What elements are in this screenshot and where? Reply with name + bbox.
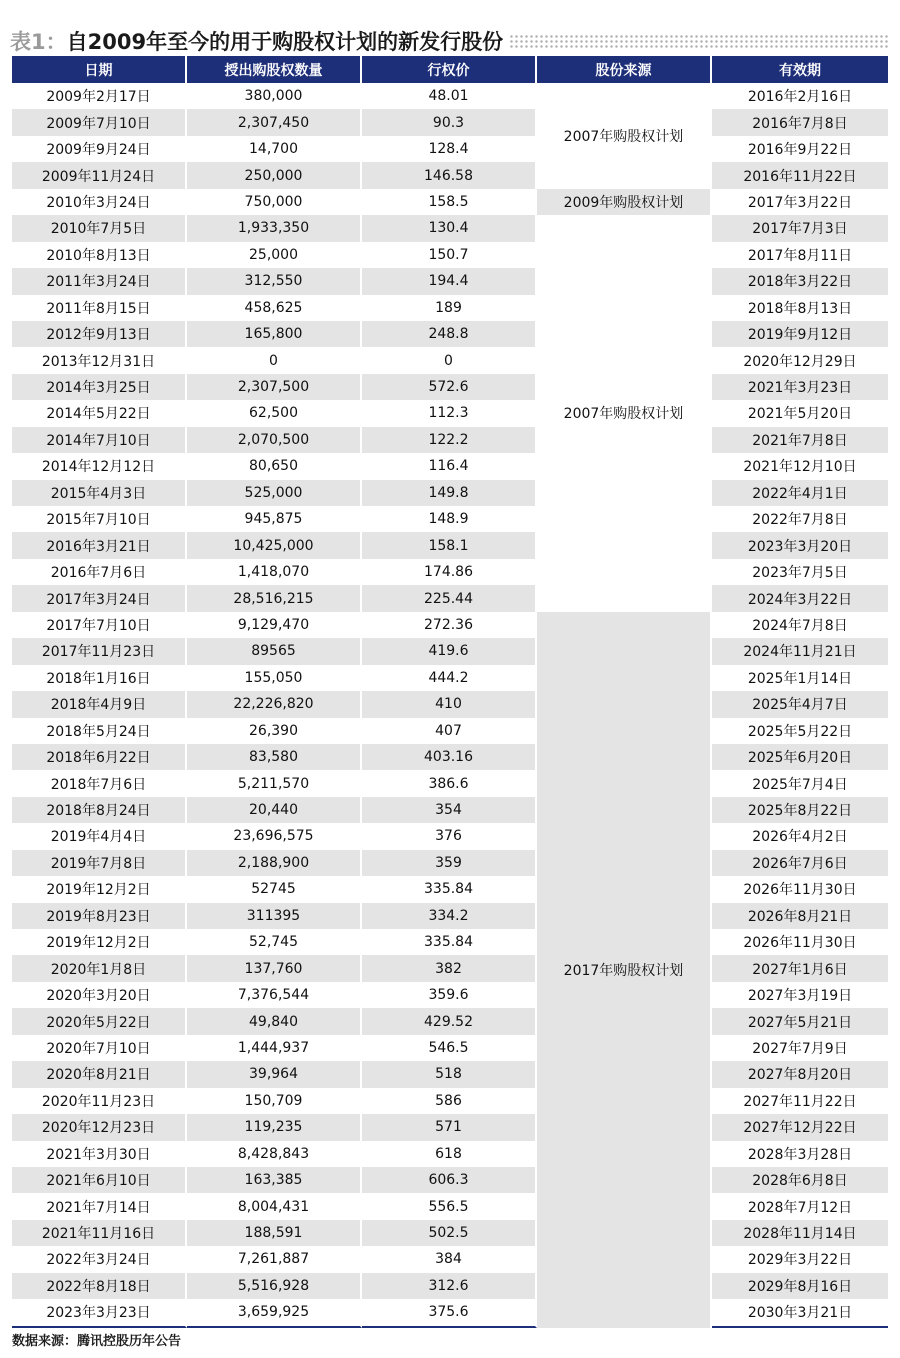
cell-date: 2018年4月9日 <box>12 691 187 717</box>
cell-exercise-price: 122.2 <box>362 427 537 453</box>
cell-date: 2019年7月8日 <box>12 850 187 876</box>
cell-share-source: 2017年购股权计划 <box>537 612 712 1328</box>
cell-exercise-price: 225.44 <box>362 585 537 611</box>
cell-date: 2020年8月21日 <box>12 1061 187 1087</box>
cell-granted-quantity: 10,425,000 <box>187 532 362 558</box>
cell-validity: 2030年3月21日 <box>712 1299 888 1327</box>
table-row <box>12 1299 888 1327</box>
cell-date: 2018年7月6日 <box>12 770 187 796</box>
cell-date: 2014年12月12日 <box>12 453 187 479</box>
cell-validity: 2027年3月19日 <box>747 988 853 1005</box>
cell-exercise-price: 382 <box>362 955 537 981</box>
cell-date: 2011年8月15日 <box>12 295 187 321</box>
cell-date: 2018年8月24日 <box>12 797 187 823</box>
table-row <box>12 1114 888 1140</box>
cell-validity: 2021年3月23日 <box>712 374 888 400</box>
cell-date: 2021年7月14日 <box>12 1193 187 1219</box>
cell-exercise-price: 174.86 <box>362 559 537 585</box>
cell-exercise-price: 194.4 <box>362 268 537 294</box>
cell-exercise-price: 410 <box>362 691 537 717</box>
cell-validity: 2021年12月10日 <box>743 459 857 476</box>
table-row <box>12 347 888 373</box>
title-dotted-rule <box>509 34 888 48</box>
cell-date: 2009年7月10日 <box>12 109 187 135</box>
cell-granted-quantity: 8,004,431 <box>187 1193 362 1219</box>
cell-validity: 2027年11月22日 <box>743 1093 857 1110</box>
table-row <box>12 1193 888 1219</box>
cell-validity: 2027年8月20日 <box>712 1061 888 1087</box>
cell-exercise-price: 150.7 <box>362 242 537 268</box>
cell-exercise-price: 546.5 <box>362 1035 537 1061</box>
cell-validity: 2025年7月4日 <box>752 776 848 793</box>
cell-exercise-price: 407 <box>362 718 537 744</box>
cell-granted-quantity: 2,070,500 <box>187 427 362 453</box>
header-share-source: 股份来源 <box>537 56 712 83</box>
cell-granted-quantity: 525,000 <box>187 480 362 506</box>
cell-date: 2009年9月24日 <box>12 136 187 162</box>
cell-granted-quantity: 20,440 <box>187 797 362 823</box>
cell-date: 2020年5月22日 <box>12 1008 187 1034</box>
cell-validity: 2017年8月11日 <box>747 247 853 264</box>
cell-validity: 2018年3月22日 <box>712 268 888 294</box>
cell-granted-quantity: 39,964 <box>187 1061 362 1087</box>
cell-granted-quantity: 28,516,215 <box>187 585 362 611</box>
table-row <box>12 638 888 664</box>
cell-granted-quantity: 49,840 <box>187 1008 362 1034</box>
cell-validity: 2026年8月21日 <box>712 903 888 929</box>
cell-date: 2017年7月10日 <box>12 612 187 638</box>
table-row <box>12 480 888 506</box>
table-row <box>12 506 888 532</box>
table-row <box>12 876 888 902</box>
cell-exercise-price: 444.2 <box>362 665 537 691</box>
cell-date: 2013年12月31日 <box>12 347 187 373</box>
header-granted-quantity: 授出购股权数量 <box>187 56 362 83</box>
source-note: 数据来源：腾讯控股历年公告 <box>12 1334 182 1349</box>
table-row <box>12 982 888 1008</box>
table-row <box>12 850 888 876</box>
cell-date: 2016年7月6日 <box>12 559 187 585</box>
cell-exercise-price: 48.01 <box>362 83 537 109</box>
table-row <box>12 1088 888 1114</box>
table-row <box>12 744 888 770</box>
cell-date: 2012年9月13日 <box>12 321 187 347</box>
cell-exercise-price: 359 <box>362 850 537 876</box>
cell-validity: 2028年3月28日 <box>747 1146 853 1163</box>
cell-exercise-price: 312.6 <box>362 1273 537 1299</box>
cell-exercise-price: 335.84 <box>362 929 537 955</box>
cell-exercise-price: 354 <box>362 797 537 823</box>
cell-granted-quantity: 83,580 <box>187 744 362 770</box>
table-row <box>12 1008 888 1034</box>
cell-exercise-price: 518 <box>362 1061 537 1087</box>
cell-date: 2020年3月20日 <box>12 982 187 1008</box>
cell-validity: 2026年4月2日 <box>752 829 848 846</box>
cell-date: 2020年12月23日 <box>12 1114 187 1140</box>
cell-granted-quantity: 119,235 <box>187 1114 362 1140</box>
cell-validity: 2019年9月12日 <box>712 321 888 347</box>
table-row <box>12 1061 888 1087</box>
cell-date: 2014年3月25日 <box>12 374 187 400</box>
table-row <box>12 242 888 268</box>
cell-validity: 2020年12月29日 <box>743 353 857 370</box>
cell-granted-quantity: 25,000 <box>187 242 362 268</box>
cell-validity: 2025年1月14日 <box>747 670 853 687</box>
cell-validity: 2016年7月8日 <box>712 109 888 135</box>
cell-granted-quantity: 188,591 <box>187 1220 362 1246</box>
table-row <box>12 400 888 426</box>
cell-validity: 2021年7月8日 <box>712 427 888 453</box>
cell-granted-quantity: 1,418,070 <box>187 559 362 585</box>
table-row <box>12 823 888 849</box>
cell-exercise-price: 429.52 <box>362 1008 537 1034</box>
cell-date: 2016年3月21日 <box>12 532 187 558</box>
table-row <box>12 585 888 611</box>
cell-granted-quantity: 7,261,887 <box>187 1246 362 1272</box>
table-row <box>12 295 888 321</box>
header-validity: 有效期 <box>712 56 888 83</box>
cell-exercise-price: 189 <box>362 295 537 321</box>
cell-granted-quantity: 7,376,544 <box>187 982 362 1008</box>
cell-date: 2018年6月22日 <box>12 744 187 770</box>
table-row <box>12 321 888 347</box>
cell-exercise-price: 335.84 <box>362 876 537 902</box>
cell-exercise-price: 375.6 <box>362 1299 537 1327</box>
table-title <box>10 26 888 56</box>
table-row <box>12 770 888 796</box>
cell-validity: 2024年11月21日 <box>712 638 888 664</box>
cell-date: 2009年2月17日 <box>12 83 187 109</box>
table-row <box>12 718 888 744</box>
cell-date: 2018年5月24日 <box>12 718 187 744</box>
cell-granted-quantity: 52745 <box>187 876 362 902</box>
cell-granted-quantity: 14,700 <box>187 136 362 162</box>
cell-granted-quantity: 2,188,900 <box>187 850 362 876</box>
table-row <box>12 427 888 453</box>
table-row <box>12 797 888 823</box>
cell-date: 2021年6月10日 <box>12 1167 187 1193</box>
cell-granted-quantity: 89565 <box>187 638 362 664</box>
table-row <box>12 215 888 241</box>
cell-exercise-price: 586 <box>362 1088 537 1114</box>
cell-validity: 2027年12月22日 <box>712 1114 888 1140</box>
cell-validity: 2016年11月22日 <box>712 162 888 188</box>
cell-granted-quantity: 80,650 <box>187 453 362 479</box>
table-row <box>12 1273 888 1299</box>
title-text: 自2009年至今的用于购股权计划的新发行股份 <box>66 30 504 54</box>
table-row <box>12 929 888 955</box>
cell-exercise-price: 384 <box>362 1246 537 1272</box>
cell-validity: 2028年11月14日 <box>712 1220 888 1246</box>
cell-validity: 2027年1月6日 <box>712 955 888 981</box>
cell-date: 2014年7月10日 <box>12 427 187 453</box>
cell-exercise-price: 248.8 <box>362 321 537 347</box>
cell-granted-quantity: 2,307,450 <box>187 109 362 135</box>
cell-granted-quantity: 2,307,500 <box>187 374 362 400</box>
cell-granted-quantity: 5,516,928 <box>187 1273 362 1299</box>
cell-granted-quantity: 458,625 <box>187 295 362 321</box>
cell-exercise-price: 618 <box>362 1141 537 1167</box>
cell-exercise-price: 419.6 <box>362 638 537 664</box>
table-row <box>12 665 888 691</box>
cell-exercise-price: 149.8 <box>362 480 537 506</box>
cell-granted-quantity: 0 <box>187 347 362 373</box>
cell-granted-quantity: 165,800 <box>187 321 362 347</box>
cell-date: 2019年4月4日 <box>12 823 187 849</box>
cell-date: 2018年1月16日 <box>12 665 187 691</box>
cell-validity: 2025年4月7日 <box>712 691 888 717</box>
header-date: 日期 <box>12 56 187 83</box>
table-row <box>12 374 888 400</box>
cell-validity: 2027年7月9日 <box>752 1040 848 1057</box>
cell-validity: 2024年3月22日 <box>712 585 888 611</box>
cell-date: 2021年11月16日 <box>12 1220 187 1246</box>
cell-validity: 2024年7月8日 <box>752 617 848 634</box>
cell-granted-quantity: 52,745 <box>187 929 362 955</box>
cell-validity: 2018年8月13日 <box>747 300 853 317</box>
cell-validity: 2028年6月8日 <box>712 1167 888 1193</box>
table-row <box>12 691 888 717</box>
table-row <box>12 83 888 109</box>
table-row <box>12 612 888 638</box>
cell-date: 2022年3月24日 <box>12 1246 187 1272</box>
cell-exercise-price: 556.5 <box>362 1193 537 1219</box>
cell-share-source: 2007年购股权计划 <box>537 215 712 612</box>
cell-granted-quantity: 380,000 <box>187 83 362 109</box>
cell-validity: 2021年5月20日 <box>747 406 853 423</box>
cell-exercise-price: 130.4 <box>362 215 537 241</box>
cell-granted-quantity: 311395 <box>187 903 362 929</box>
cell-date: 2017年11月23日 <box>12 638 187 664</box>
cell-granted-quantity: 1,933,350 <box>187 215 362 241</box>
cell-exercise-price: 146.58 <box>362 162 537 188</box>
cell-granted-quantity: 8,428,843 <box>187 1141 362 1167</box>
cell-granted-quantity: 945,875 <box>187 506 362 532</box>
table-row <box>12 903 888 929</box>
table-row <box>12 1035 888 1061</box>
cell-exercise-price: 403.16 <box>362 744 537 770</box>
cell-exercise-price: 158.5 <box>362 189 537 215</box>
table-row <box>12 162 888 188</box>
cell-date: 2020年11月23日 <box>12 1088 187 1114</box>
cell-granted-quantity: 1,444,937 <box>187 1035 362 1061</box>
cell-date: 2010年3月24日 <box>12 189 187 215</box>
header-row <box>12 56 888 83</box>
cell-exercise-price: 112.3 <box>362 400 537 426</box>
cell-exercise-price: 376 <box>362 823 537 849</box>
cell-share-source: 2009年购股权计划 <box>537 189 712 215</box>
table-row <box>12 955 888 981</box>
cell-date: 2010年8月13日 <box>12 242 187 268</box>
cell-exercise-price: 359.6 <box>362 982 537 1008</box>
cell-date: 2014年5月22日 <box>12 400 187 426</box>
cell-date: 2015年4月3日 <box>12 480 187 506</box>
cell-date: 2017年3月24日 <box>12 585 187 611</box>
table-row <box>12 268 888 294</box>
table-row <box>12 1246 888 1272</box>
cell-date: 2023年3月23日 <box>12 1299 187 1327</box>
cell-validity: 2027年5月21日 <box>712 1008 888 1034</box>
cell-share-source: 2007年购股权计划 <box>537 83 712 189</box>
table-row <box>12 1220 888 1246</box>
cell-granted-quantity: 9,129,470 <box>187 612 362 638</box>
cell-granted-quantity: 163,385 <box>187 1167 362 1193</box>
cell-exercise-price: 606.3 <box>362 1167 537 1193</box>
cell-exercise-price: 272.36 <box>362 612 537 638</box>
cell-exercise-price: 158.1 <box>362 532 537 558</box>
cell-exercise-price: 386.6 <box>362 770 537 796</box>
cell-granted-quantity: 26,390 <box>187 718 362 744</box>
cell-exercise-price: 116.4 <box>362 453 537 479</box>
table-row <box>12 453 888 479</box>
cell-exercise-price: 571 <box>362 1114 537 1140</box>
cell-granted-quantity: 3,659,925 <box>187 1299 362 1327</box>
cell-exercise-price: 502.5 <box>362 1220 537 1246</box>
cell-validity: 2023年7月5日 <box>752 565 848 582</box>
share-option-table <box>12 56 888 1328</box>
cell-validity: 2025年6月20日 <box>712 744 888 770</box>
cell-validity: 2029年8月16日 <box>712 1273 888 1299</box>
cell-validity: 2026年7月6日 <box>712 850 888 876</box>
cell-granted-quantity: 750,000 <box>187 189 362 215</box>
cell-date: 2015年7月10日 <box>12 506 187 532</box>
cell-granted-quantity: 62,500 <box>187 400 362 426</box>
cell-date: 2019年12月2日 <box>12 929 187 955</box>
cell-date: 2020年7月10日 <box>12 1035 187 1061</box>
cell-exercise-price: 90.3 <box>362 109 537 135</box>
cell-validity: 2025年5月22日 <box>747 723 853 740</box>
cell-validity: 2026年11月30日 <box>743 882 857 899</box>
cell-exercise-price: 148.9 <box>362 506 537 532</box>
cell-validity: 2029年3月22日 <box>747 1252 853 1269</box>
cell-granted-quantity: 250,000 <box>187 162 362 188</box>
cell-date: 2009年11月24日 <box>12 162 187 188</box>
table-row <box>12 189 888 215</box>
table-row <box>12 109 888 135</box>
cell-exercise-price: 572.6 <box>362 374 537 400</box>
cell-validity: 2022年4月1日 <box>712 480 888 506</box>
cell-validity: 2017年7月3日 <box>712 215 888 241</box>
cell-validity: 2025年8月22日 <box>712 797 888 823</box>
cell-granted-quantity: 22,226,820 <box>187 691 362 717</box>
table-row <box>12 1167 888 1193</box>
cell-validity: 2017年3月22日 <box>747 194 853 211</box>
cell-date: 2011年3月24日 <box>12 268 187 294</box>
cell-date: 2019年8月23日 <box>12 903 187 929</box>
cell-validity: 2023年3月20日 <box>712 532 888 558</box>
cell-granted-quantity: 23,696,575 <box>187 823 362 849</box>
cell-validity: 2026年11月30日 <box>743 935 857 952</box>
cell-granted-quantity: 150,709 <box>187 1088 362 1114</box>
table-row <box>12 532 888 558</box>
cell-validity: 2016年9月22日 <box>747 142 853 159</box>
cell-exercise-price: 0 <box>362 347 537 373</box>
cell-granted-quantity: 5,211,570 <box>187 770 362 796</box>
header-exercise-price: 行权价 <box>362 56 537 83</box>
cell-date: 2019年12月2日 <box>12 876 187 902</box>
cell-date: 2021年3月30日 <box>12 1141 187 1167</box>
cell-date: 2022年8月18日 <box>12 1273 187 1299</box>
table-row <box>12 136 888 162</box>
cell-validity: 2028年7月12日 <box>747 1199 853 1216</box>
cell-validity: 2022年7月8日 <box>752 512 848 529</box>
cell-granted-quantity: 312,550 <box>187 268 362 294</box>
table-row <box>12 1141 888 1167</box>
table-row <box>12 559 888 585</box>
cell-exercise-price: 128.4 <box>362 136 537 162</box>
cell-exercise-price: 334.2 <box>362 903 537 929</box>
table-number: 表1： <box>10 30 67 54</box>
cell-validity: 2016年2月16日 <box>747 89 853 106</box>
cell-granted-quantity: 155,050 <box>187 665 362 691</box>
cell-date: 2010年7月5日 <box>12 215 187 241</box>
cell-date: 2020年1月8日 <box>12 955 187 981</box>
cell-granted-quantity: 137,760 <box>187 955 362 981</box>
